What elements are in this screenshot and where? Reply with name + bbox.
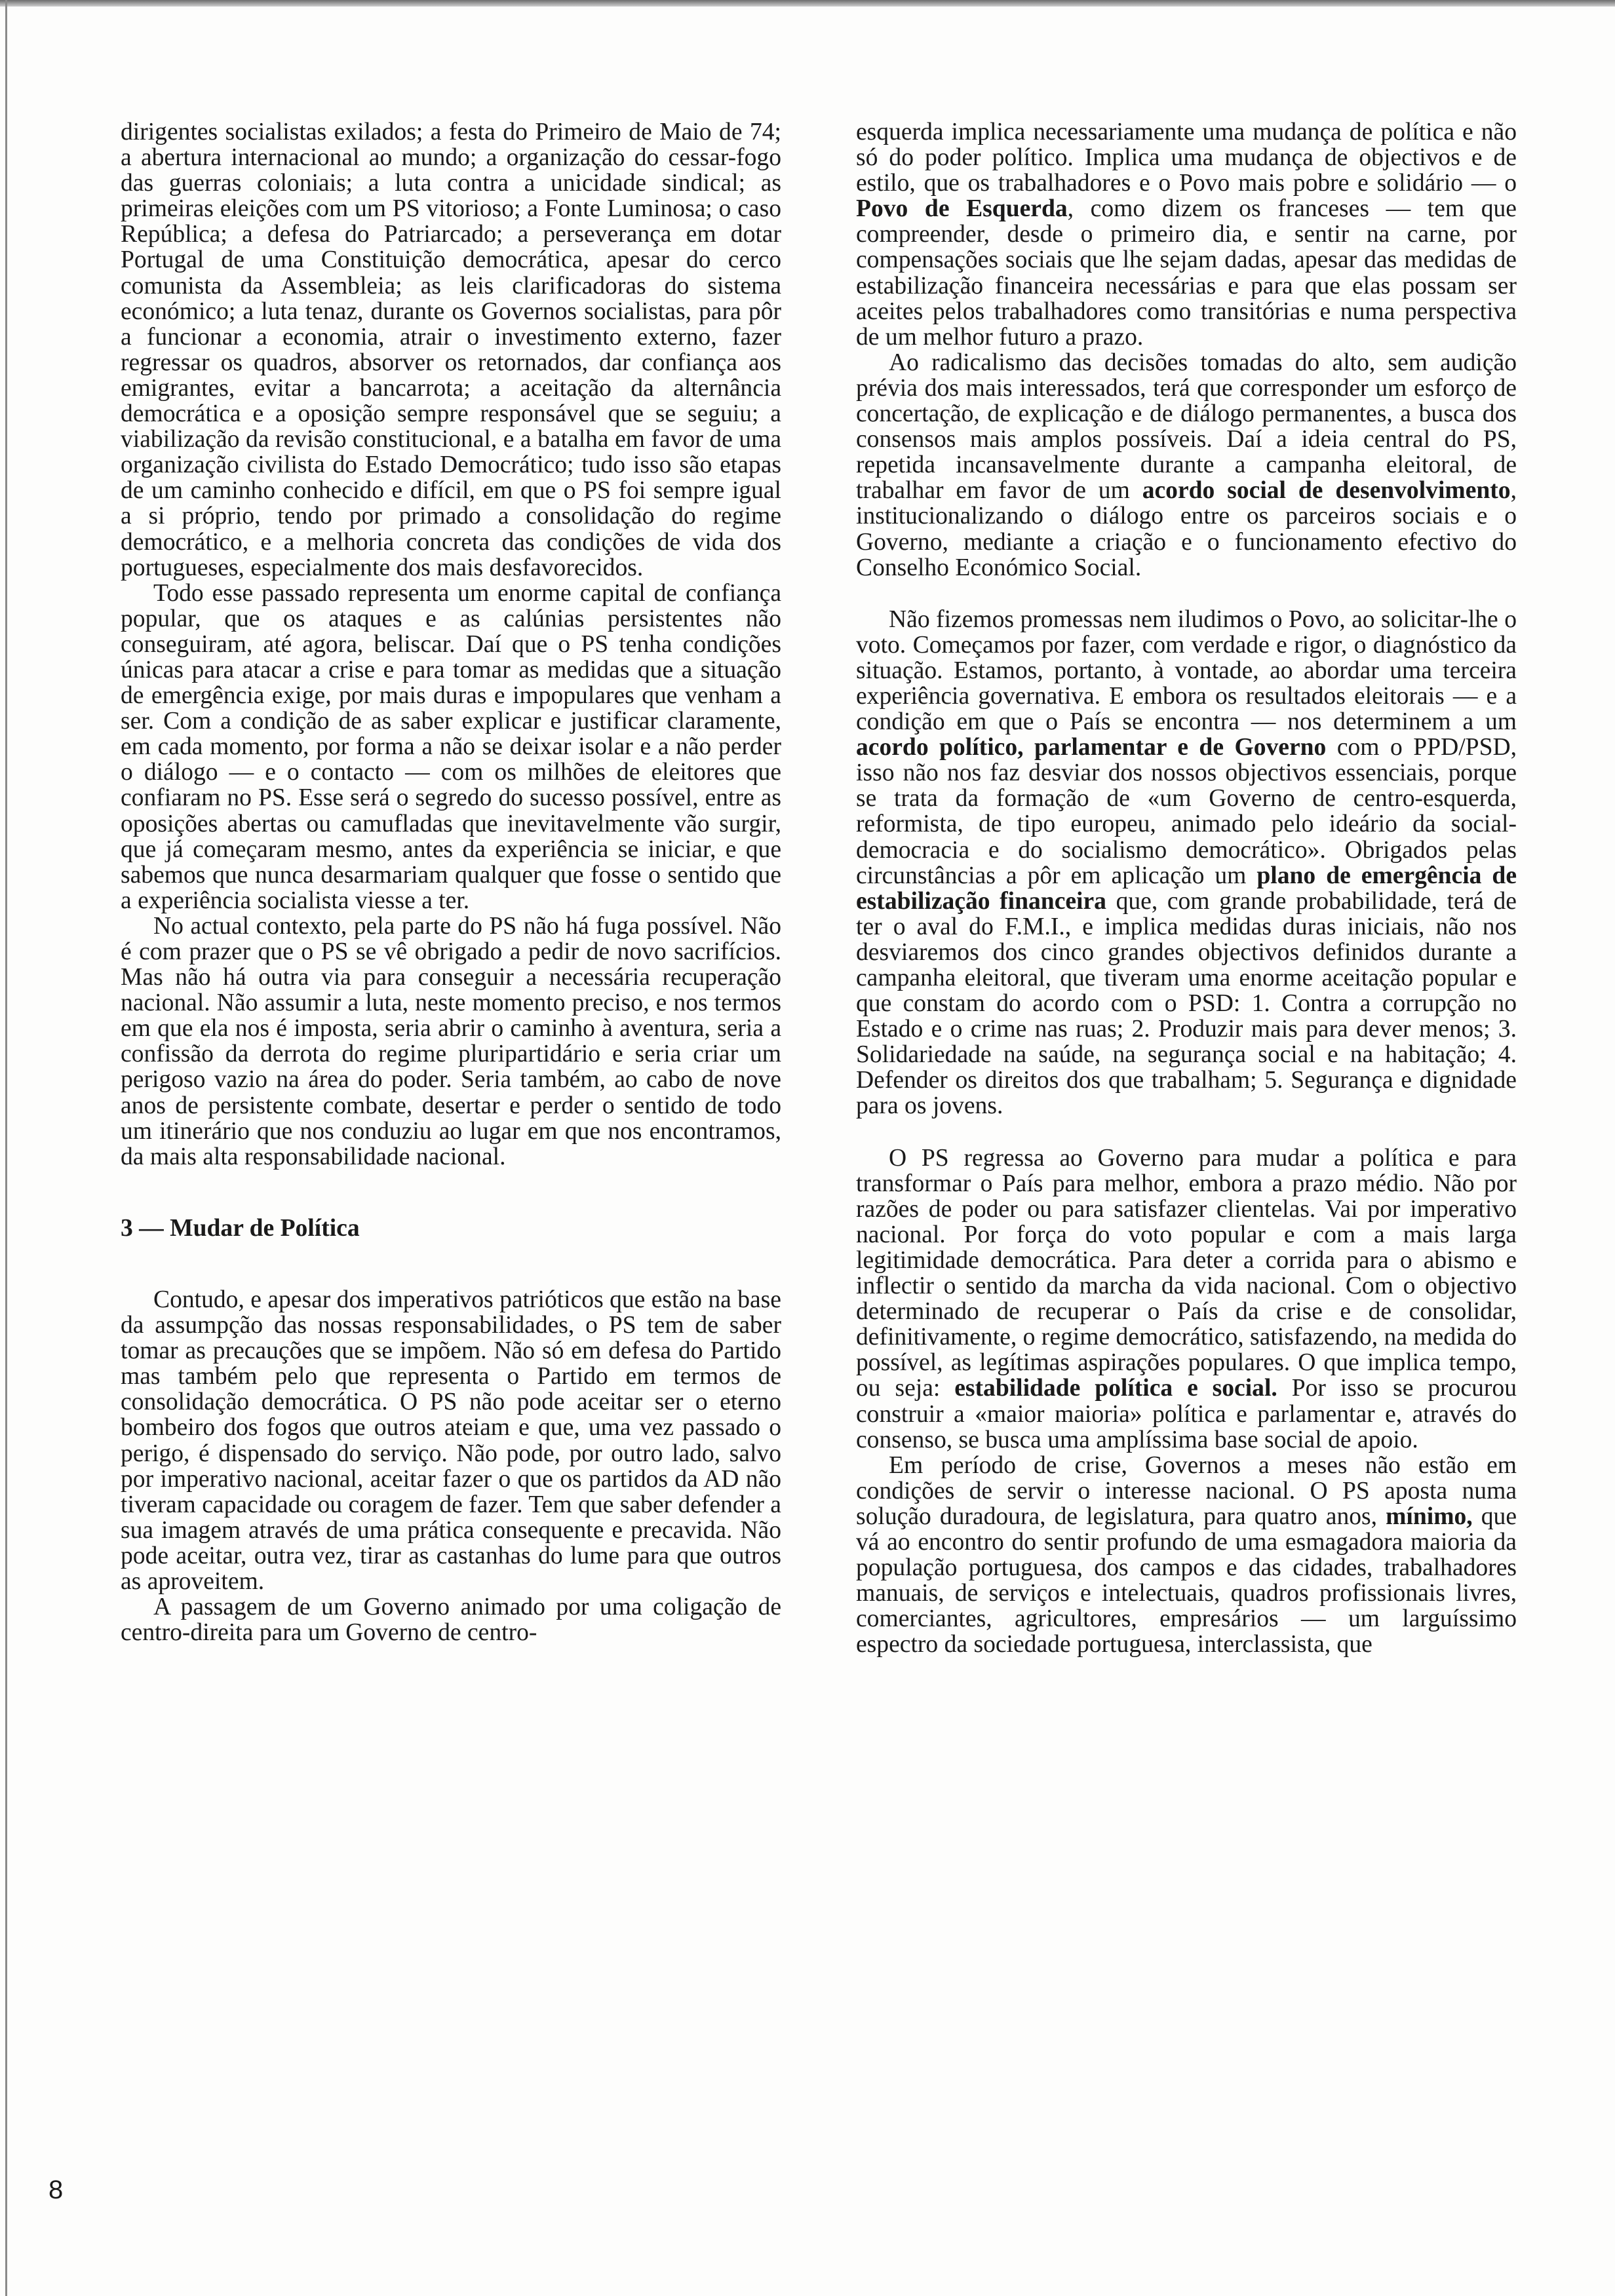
left-paragraph-5: A passagem de um Governo animado por uma coligação de centro-direita para um Governo de centro- xyxy=(121,1594,781,1647)
right-paragraph-5 xyxy=(856,1453,1517,1658)
left-paragraph-2: Todo esse passado representa um enorme capital de confiança popular, que os ataques e as calúnias persistentes não conseguiram, até agora, beliscar. Daí que o PS tenha condições únicas para atacar a crise e para tomar as medidas que a situação de emergência exige, por mais duras e impopulares que venham a ser. Com a condição de as saber explicar e justificar claramente, em cada momento, por forma a não se deixar isolar e a não perder o diálogo — e o contacto — com os milhões de eleitores que confiaram no PS. Esse será o segredo do sucesso possível, entre as oposições abertas ou camufladas que inevitavelmente vão surgir, que já começaram mesmo, antes da experiência se iniciar, e que sabemos que nunca desarmariam qualquer que fosse o sentido que a experiência socialista viesse a ter. xyxy=(121,579,781,914)
text-run: Por isso se procurou construir a «maior maioria» política e parlamentar e, através do consenso, se busca uma amplíssima base social de apoio. xyxy=(856,1375,1517,1453)
text-run: que, com grande probabilidade, terá de ter o aval do F.M.I., e implica medidas duras iniciais, não nos desviaremos dos cinco grandes objectivos definidos durante a campanha eleitoral, que tiveram uma enorme aceitação popular e que constam do acordo com o PSD: 1. Contra a corrupção no Estado e o crime nas ruas; 2. Produzir mais para dever menos; 3. Solidariedade na saúde, na segurança social e na habitação; 4. Defender os direitos dos que trabalham; 5. Segurança e dignidade para os jovens. xyxy=(856,887,1517,1120)
text-run: que vá ao encontro do sentir profundo de uma esmagadora maioria da população portuguesa, dos campos e das cidades, trabalhadores manuais, de serviços e intelectuais, quadros profissionais livres, comerciantes, agricultores, empresários — um larguíssimo espectro da sociedade portuguesa, interclassista, que xyxy=(856,1502,1517,1658)
text-run: esquerda implica necessariamente uma mudança de política e não só do poder político. Implica uma mudança de objectivos e de estilo, que os trabalhadores e o Povo mais pobre e solidário — o xyxy=(856,119,1517,197)
page-number: 8 xyxy=(49,2175,64,2204)
bold-phrase: mínimo, xyxy=(1386,1502,1473,1530)
bold-phrase: estabilidade política e social. xyxy=(954,1375,1277,1402)
bold-phrase: plano de emergência de estabilização financeira xyxy=(856,862,1517,915)
right-paragraph-1 xyxy=(856,119,1517,350)
text-run: Em período de crise, Governos a meses não estão em condições de servir o interesse nacional. O PS aposta numa solução duradoura, de legislatura, para quatro anos, xyxy=(856,1451,1517,1530)
left-paragraph-1: dirigentes socialistas exilados; a festa do Primeiro de Maio de 74; a abertura internacional ao mundo; a organização do cessar-fogo das guerras coloniais; a luta contra a unicidade sindical; as primeiras eleições com um PS vitorioso; a Fonte Luminosa; o caso República; a defesa do Patriarcado; a perseverança em dotar Portugal de uma Constituição democrática, apesar do cerco comunista da Assembleia; as leis clarificadoras do sistema económico; a luta tenaz, durante os Governos socialistas, para pôr a funcionar a economia, atrair o investimento externo, fazer regressar os quadros, absorver os retornados, dar confiança aos emigrantes, evitar a bancarrota; a aceitação da alternância democrática e a oposição sempre responsável que se seguiu; a viabilização da revisão constitucional, e a batalha em favor de uma organização civilista do Estado Democrático; tudo isso são etapas de um caminho conhecido e difícil, em que o PS foi sempre igual a si próprio, tendo por primado a consolidação do regime democrático, e a melhoria concreta das condições de vida dos portugueses, especialmente dos mais desfavorecidos. xyxy=(121,119,781,581)
text-run: , como dizem os franceses — tem que compreender, desde o primeiro dia, e sentir na carne, por compensações sociais que lhe sejam dadas, apesar das medidas de estabilização financeira necessárias e para que elas possam ser aceites pelos trabalhadores como transitórias e numa perspectiva de um melhor futuro a prazo. xyxy=(856,195,1517,351)
text-run: Ao radicalismo das decisões tomadas do alto, sem audição prévia dos mais interessados, terá que corresponder um esforço de concertação, de explicação e de diálogo permanentes, a busca dos consensos mais amplos possíveis. Daí a ideia central do PS, repetida incansavelmente durante a campanha eleitoral, de trabalhar em favor de um xyxy=(856,349,1517,505)
section-heading: 3 — Mudar de Política xyxy=(121,1214,360,1242)
text-run: Não fizemos promessas nem iludimos o Povo, ao solicitar-lhe o voto. Começamos por fazer, com verdade e rigor, o diagnóstico da situação. Estamos, portanto, à vontade, ao abordar uma terceira experiência governativa. E embora os resultados eleitorais — e a condição em que o País se encontra — nos determinem a um xyxy=(856,605,1517,736)
right-paragraph-2 xyxy=(856,350,1517,581)
left-paragraph-3: No actual contexto, pela parte do PS não há fuga possível. Não é com prazer que o PS se vê obrigado a pedir de novo sacrifícios. Mas não há outra via para conseguir a necessária recuperação nacional. Não assumir a luta, neste momento preciso, e nos termos em que ela nos é imposta, seria abrir o caminho à aventura, seria a confissão da derrota do regime pluripartidário e seria criar um perigoso vazio na área do poder. Seria também, ao cabo de nove anos de persistente combate, desertar e perder o sentido de todo um itinerário que nos conduziu ao lugar em que nos encontramos, da mais alta responsabilidade nacional. xyxy=(121,912,781,1170)
bold-phrase: Povo de Esquerda xyxy=(856,195,1068,223)
right-paragraph-4 xyxy=(856,1145,1517,1453)
left-column xyxy=(121,119,781,1645)
bold-phrase: acordo social de desenvolvimento xyxy=(1142,477,1511,505)
scan-edge-left xyxy=(5,0,7,2296)
right-column xyxy=(856,119,1517,1657)
text-run: com o PPD/PSD, isso não nos faz desviar dos nossos objectivos essenciais, porque se trata da formação de «um Governo de centro-esquerda, reformista, de tipo europeu, animado pelo ideário da social-democracia e do socialismo democrático». Obrigados pelas circunstâncias a pôr em aplicação um xyxy=(856,734,1517,889)
right-paragraph-3 xyxy=(856,607,1517,1119)
left-paragraph-4: Contudo, e apesar dos imperativos patrióticos que estão na base da assumpção das nossas responsabilidades, o PS tem de saber tomar as precauções que se impõem. Não só em defesa do Partido mas também pelo que representa o Partido em termos de consolidação democrática. O PS não pode aceitar ser o eterno bombeiro dos fogos que outros ateiam e que, uma vez passado o perigo, é dispensado do serviço. Não pode, por outro lado, salvo por imperativo nacional, aceitar fazer o que os partidos da AD não tiveram capacidade ou coragem de fazer. Tem que saber defender a sua imagem através de uma prática consequente e precavida. Não pode aceitar, outra vez, tirar as castanhas do lume para que outros as aproveitem. xyxy=(121,1286,781,1595)
text-run: , institucionalizando o diálogo entre os parceiros sociais e o Governo, mediante a criação e o funcionamento efectivo do Conselho Económico Social. xyxy=(856,477,1517,581)
bold-phrase: acordo político, parlamentar e de Governo xyxy=(856,734,1327,761)
text-run: O PS regressa ao Governo para mudar a política e para transformar o País para melhor, embora a prazo médio. Não por razões de poder ou para satisfazer clientelas. Vai por imperativo nacional. Por força do voto popular e com a mais larga legitimidade democrática. Para deter a corrida para o abismo e inflectir o sentido da marcha da vida nacional. Com o objectivo determinado de recuperar o País da crise e de consolidar, definitivamente, o regime democrático, satisfazendo, na medida do possível, as legítimas aspirações populares. O que implica tempo, ou seja: xyxy=(856,1144,1517,1402)
scan-edge-top xyxy=(0,0,1615,7)
